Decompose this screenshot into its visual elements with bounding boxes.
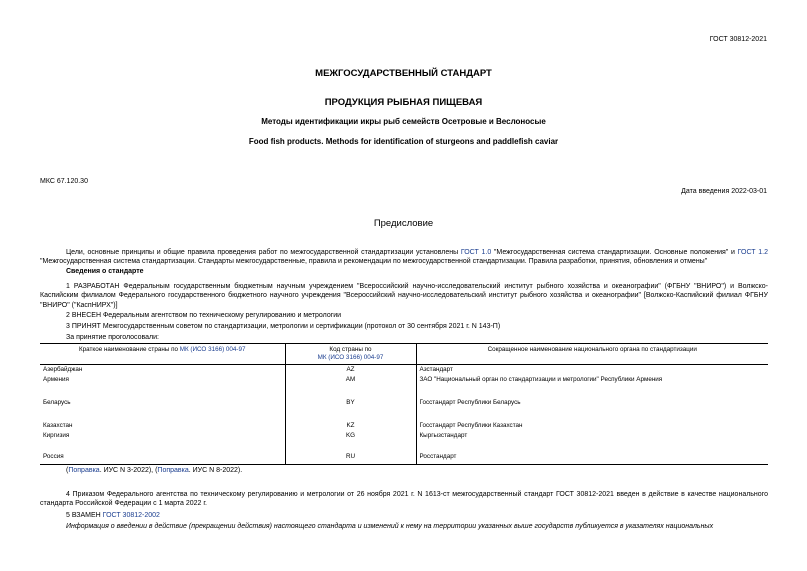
amendment-link-2[interactable]: Поправка: [157, 467, 189, 474]
mks-code: МКС 67.120.30: [40, 178, 88, 185]
intro-date: Дата введения 2022-03-01: [681, 188, 767, 195]
column-header-country: Краткое наименование страны по МК (ИСО 3166) 004-97: [40, 344, 285, 365]
body-cell: Госстандарт Республики Беларусь: [416, 398, 768, 421]
body-cell: Азстандарт: [416, 365, 768, 376]
country-cell: Азербайджан: [43, 366, 83, 373]
standard-type-heading: МЕЖГОСУДАРСТВЕННЫЙ СТАНДАРТ: [315, 68, 492, 79]
table-header-row: [40, 344, 768, 365]
mk-iso-link[interactable]: МК (ИСО 3166) 004-97: [317, 354, 384, 361]
document-subtitle-en: Food fish products. Methods for identification of sturgeons and paddlefish caviar: [248, 137, 559, 146]
table-row: [40, 375, 768, 398]
foreword-paragraph: Цели, основные принципы и общие правила проведения работ по межгосударственной стандартизации установлены ГОСТ 1.0 "Межгосударственная система стандартизации. Основные положения" и ГОСТ 1.2 "Межгосударственная система стандартизации. Стандарты межгосударственные, правила и рекомендации по межгосударственной стандартизации. Правила разработки, принятия, обновления и отмены": [40, 249, 768, 266]
table-row: [40, 398, 768, 421]
foreword-heading: Предисловие: [373, 218, 434, 229]
item-2-submitted: 2 ВНЕСЕН Федеральным агентством по техническому регулированию и метрологии: [66, 312, 342, 319]
column-header-body: Сокращенное наименование национального органа по стандартизации: [416, 344, 768, 365]
body-cell: Госстандарт Республики Казахстан: [416, 421, 768, 431]
document-title: ПРОДУКЦИЯ РЫБНАЯ ПИЩЕВАЯ: [324, 97, 483, 108]
body-cell: Кыргызстандарт: [416, 431, 768, 452]
voted-label: За принятие проголосовали:: [66, 334, 159, 341]
item-3-adopted: 3 ПРИНЯТ Межгосударственным советом по стандартизации, метрологии и сертификации (протокол от 30 сентября 2021 г. N 143-П): [66, 323, 501, 330]
document-subtitle-ru: Методы идентификации икры рыб семейств Осетровые и Веслоносые: [261, 117, 546, 126]
info-heading: Сведения о стандарте: [66, 268, 144, 275]
country-cell: Казахстан: [43, 422, 73, 429]
table-row: [40, 421, 768, 431]
table-row: [40, 431, 768, 452]
country-cell: Армения: [43, 376, 69, 383]
body-cell: ЗАО "Национальный орган по стандартизации и метрологии" Республики Армения: [416, 375, 768, 398]
document-code: ГОСТ 30812-2021: [709, 36, 767, 43]
gost-30812-2002-link[interactable]: ГОСТ 30812-2002: [102, 512, 160, 519]
country-cell: Киргизия: [43, 432, 70, 439]
voting-countries-table: [40, 343, 768, 465]
publication-info-note: Информация о введении в действие (прекращении действия) настоящего стандарта и изменений к нему на территории указанных выше государств публикуется в указателях национальных: [66, 523, 714, 530]
amendment-link-1[interactable]: Поправка: [68, 467, 100, 474]
code-cell: KZ: [285, 421, 416, 431]
item-5-replaces: 5 ВЗАМЕН ГОСТ 30812-2002: [66, 512, 160, 519]
item-4-order: 4 Приказом Федерального агентства по техническому регулированию и метрологии от 26 ноября 2021 г. N 1613-ст межгосударственный стандарт ГОСТ 30812-2021 введен в действие в качестве национального стандарта Российской Федерации с 1 марта 2022 г.: [40, 491, 768, 508]
table-row: [40, 365, 768, 376]
mk-iso-link[interactable]: МК (ИСО 3166) 004-97: [179, 346, 246, 353]
item-1-developed: 1 РАЗРАБОТАН Федеральным государственным бюджетным научным учреждением "Всероссийский научно-исследовательский институт рыбного хозяйства и океанографии" (ФГБНУ "ВНИРО") и Волжско-Каспийским филиалом Федерального государственного бюджетного научного учреждения "Всероссийский научно-исследовательский институт рыбного хозяйства и океанографии" [Волжско-Каспийский филиал ФГБНУ "ВНИРО" ("КаспНИРХ")]: [40, 283, 768, 309]
code-cell: AM: [285, 375, 416, 398]
code-cell: BY: [285, 398, 416, 421]
column-header-code: Код страны по МК (ИСО 3166) 004-97: [285, 344, 416, 365]
code-cell: AZ: [285, 365, 416, 376]
gost-1-0-link[interactable]: ГОСТ 1.0: [460, 249, 492, 256]
body-cell: Росстандарт: [416, 452, 768, 465]
amendments-note: (Поправка. ИУС N 3-2022), (Поправка. ИУС N 8-2022).: [66, 467, 243, 474]
table-row: [40, 452, 768, 465]
code-cell: RU: [285, 452, 416, 465]
gost-1-2-link[interactable]: ГОСТ 1.2: [737, 249, 768, 256]
country-cell: Россия: [40, 452, 285, 465]
code-cell: KG: [285, 431, 416, 452]
country-cell: Беларусь: [43, 399, 71, 406]
